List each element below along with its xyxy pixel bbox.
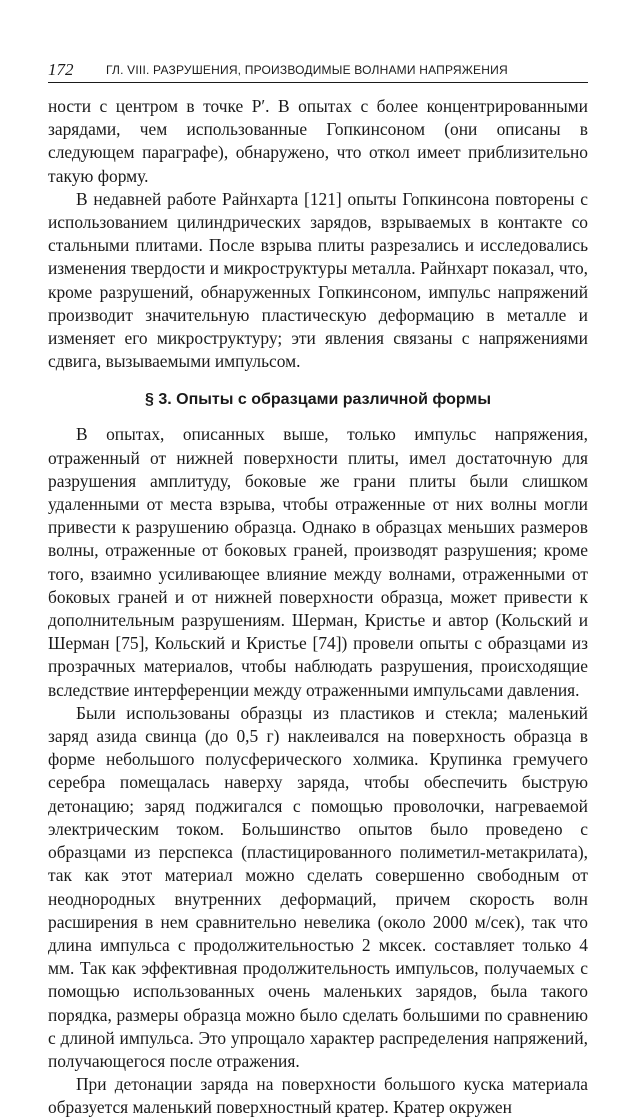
header-rule: [48, 82, 588, 83]
paragraph: В недавней работе Райнхарта [121] опыты Гопкинсона повторены с использованием цилиндрических зарядов, взрываемых в контакте со стальными плитами. После взрыва плиты разрезались и исследовались изменения твердости и микроструктуры металла. Райнхарт показал, что, кроме разрушений, обнаруженных Гопкинсоном, импульс напряжений производит значительную пластическую деформацию в металле и изменяет его микроструктуру; эти явления связаны с напряжениями сдвига, вызываемыми импульсом.: [48, 188, 588, 372]
paragraph: Были использованы образцы из пластиков и стекла; маленький заряд азида свинца (до 0,5 г) наклеивался на поверхность образца в форме небольшого полусферического холмика. Крупинка гремучего серебра помещалась наверху заряда, чтобы обеспечить быструю детонацию; заряд поджигался с помощью проволочки, нагреваемой электрическим током. Большинство опытов было проведено с образцами из перспекса (пластицированного полиметил-метакрилата), так как этот материал можно сделать совершенно свободным от неоднородных внутренних деформаций, причем скорость волн расширения в нем сравнительно невелика (около 2000 м/сек), так что длина импульса с продолжительностью 2 мксек. составляет только 4 мм. Так как эффективная продолжительность импульсов, получаемых с помощью использованных очень маленьких зарядов, была такого порядка, размеры образца можно было сделать большими по сравнению с длиной импульса. Это упрощало характер распределения напряжений, получающегося после отражения.: [48, 702, 588, 1071]
running-title: ГЛ. VIII. РАЗРУШЕНИЯ, ПРОИЗВОДИМЫЕ ВОЛНАМИ НАПРЯЖЕНИЯ: [106, 63, 508, 77]
section-symbol: § 3.: [145, 391, 172, 409]
section-title: Опыты с образцами различной формы: [176, 391, 491, 409]
page-number: 172: [48, 60, 74, 79]
paragraph: При детонации заряда на поверхности большого куска материала образуется маленький поверхностный кратер. Кратер окружен: [48, 1074, 588, 1118]
body-text: [48, 95, 588, 1120]
paragraph: ности с центром в точке P′. В опытах с более концентрированными зарядами, чем использованные Гопкинсоном (они описаны в следующем параграфе), обнаружено, что откол имеет приблизительно такую форму.: [48, 96, 588, 186]
paragraph: В опытах, описанных выше, только импульс напряжения, отраженный от нижней поверхности плиты, имел достаточную для разрушения амплитуду, боковые же грани плиты были слишком удаленными от места взрыва, чтобы отраженные от них волны могли привести к разрушению образца. Однако в образцах меньших размеров волны, отраженные от боковых граней, производят разрушения; кроме того, взаимно усиливающее влияние между волнами, отраженными от боковых граней и от нижней поверхности образца, может привести к дополнительным разрушениям. Шерман, Кристье и автор (Кольский и Шерман [75], Кольский и Кристье [74]) провели опыты с образцами из прозрачных материалов, чтобы наблюдать разрушения, происходящие вследствие интерференции между отраженными импульсами давления.: [48, 424, 588, 700]
section-heading: [48, 389, 588, 411]
page-header: [48, 60, 588, 84]
